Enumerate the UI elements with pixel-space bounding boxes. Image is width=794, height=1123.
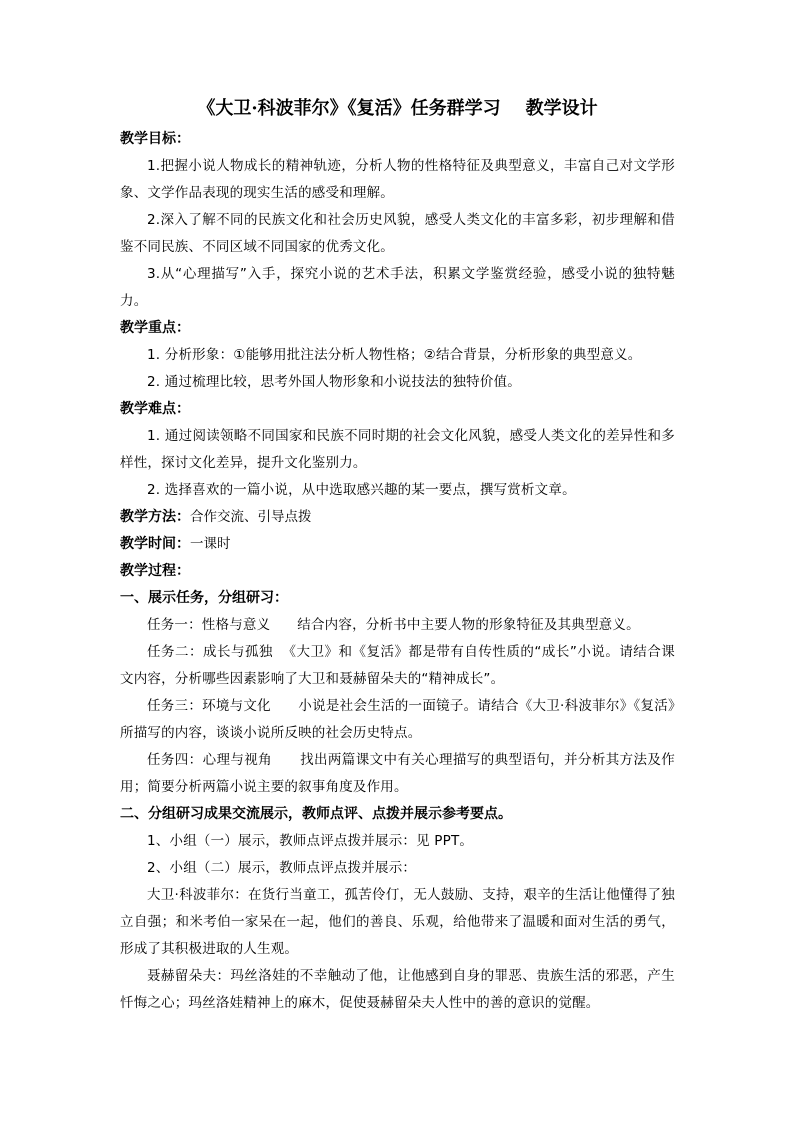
nekhlyudov-analysis: 聂赫留朵夫：玛丝洛娃的不幸触动了他，让他感到自身的罪恶、贵族生活的邪恶，产生忏悔之心；玛丝洛娃精神上的麻木，促使聂赫留朵夫人性中的善的意识的觉醒。	[120, 968, 675, 1011]
task-name: 任务四：心理与视角	[147, 752, 273, 768]
task-text: 结合内容，分析书中主要人物的形象特征及其典型意义。	[297, 617, 640, 633]
method-label: 教学方法：	[120, 509, 190, 525]
difficulties-heading: 教学难点：	[120, 401, 190, 417]
task-name: 任务一：性格与意义	[147, 617, 271, 633]
group-item: 1、小组（一）展示，教师点评点拨并展示：见 PPT。	[147, 833, 474, 849]
section2-heading: 二、分组研习成果交流展示，教师点评、点拨并展示参考要点。	[120, 806, 512, 822]
difficulty-item: 2. 选择喜欢的一篇小说，从中选取感兴趣的某一要点，撰写赏析文章。	[147, 482, 576, 498]
task-item	[120, 693, 675, 747]
task-item	[120, 612, 675, 639]
duration-line	[120, 531, 675, 558]
task-item	[120, 747, 675, 801]
method-line	[120, 504, 675, 531]
objective-item: 3.从“心理描写”入手，探究小说的艺术手法，积累文学鉴赏经验，感受小说的独特魅力。	[120, 266, 675, 309]
group-item: 2、小组（二）展示，教师点评点拨并展示：	[147, 860, 417, 876]
task-item	[120, 639, 675, 693]
objective-item: 1.把握小说人物成长的精神轨迹，分析人物的性格特征及典型意义，丰富自己对文学形象、文学作品表现的现实生活的感受和理解。	[120, 158, 675, 201]
task-text: 找出两篇课文中有关心理描写的典型语句，并分析其方法及作用；简要分析两篇小说主要的叙事角度及作用。	[120, 752, 675, 795]
key-points-heading: 教学重点：	[120, 320, 190, 336]
key-point-item: 2. 通过梳理比较，思考外国人物形象和小说技法的独特价值。	[147, 374, 521, 390]
task-gap	[271, 698, 298, 714]
task-text: 《大卫》和《复活》都是带有自传性质的“成长”小说。请结合课文内容，分析哪些因素影响了大卫和聂赫留朵夫的“精神成长”。	[120, 644, 675, 687]
task-gap	[272, 752, 300, 768]
duration-label: 教学时间：	[120, 536, 190, 552]
objectives-heading: 教学目标：	[120, 131, 190, 147]
task-text: 小说是社会生活的一面镜子。请结合《大卫·科波菲尔》《复活》所描写的内容，谈谈小说所反映的社会历史特点。	[120, 698, 675, 741]
document-title: 《大卫·科波菲尔》《复活》任务群学习 教学设计	[197, 98, 598, 119]
process-heading: 教学过程：	[120, 563, 190, 579]
difficulty-item: 1. 通过阅读领略不同国家和民族不同时期的社会文化风貌，感受人类文化的差异性和多样性，探讨文化差异，提升文化鉴别力。	[120, 428, 675, 471]
key-point-item: 1. 分析形象：①能够用批注法分析人物性格；②结合背景，分析形象的典型意义。	[147, 347, 642, 363]
task-gap	[270, 617, 297, 633]
task-name: 任务三：环境与文化	[147, 698, 271, 714]
task-name: 任务二：成长与孤独	[147, 644, 273, 660]
method-value: 合作交流、引导点拨	[190, 509, 312, 525]
objective-item: 2.深入了解不同的民族文化和社会历史风貌，感受人类文化的丰富多彩，初步理解和借鉴不同民族、不同区域不同国家的优秀文化。	[120, 212, 675, 255]
duration-value: 一课时	[190, 536, 231, 552]
section1-heading: 一、展示任务，分组研习：	[120, 590, 288, 606]
task-gap	[273, 644, 283, 660]
david-analysis: 大卫·科波菲尔：在货行当童工，孤苦伶仃，无人鼓励、支持，艰辛的生活让他懂得了独立自强；和米考伯一家呆在一起，他们的善良、乐观，给他带来了温暖和面对生活的勇气，形成了其积极进取的人生观。	[120, 887, 675, 957]
